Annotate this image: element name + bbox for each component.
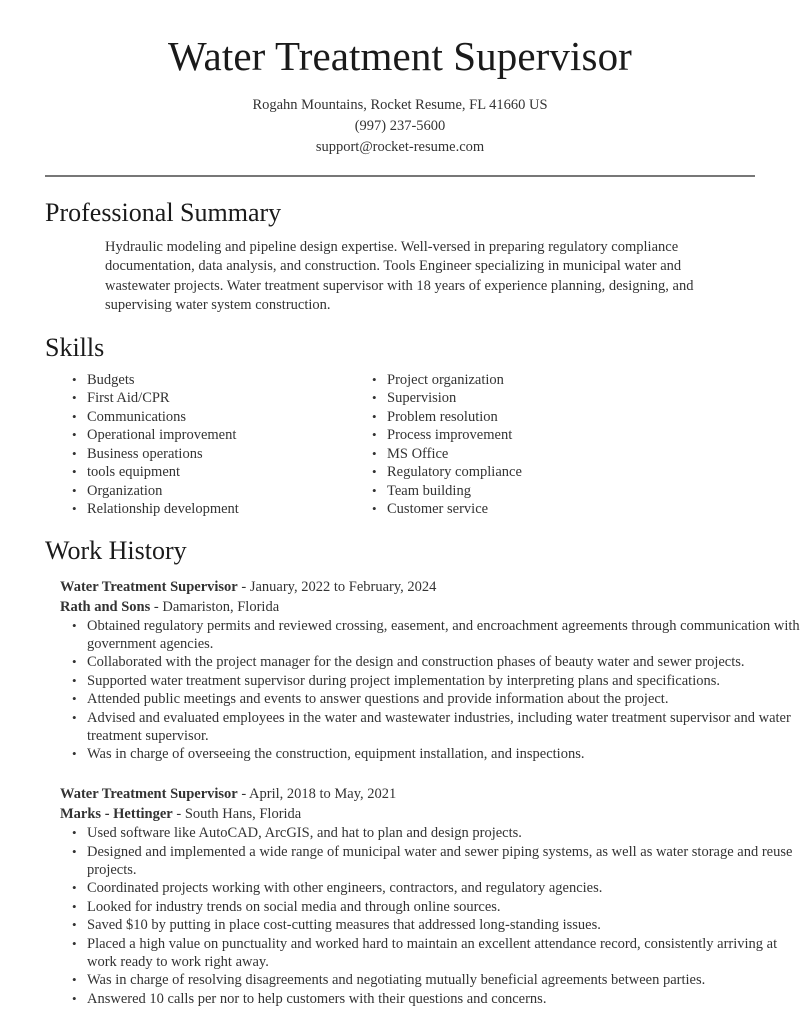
list-item: • Supported water treatment supervisor during project implementation by interpreting plans and specifications. (60, 672, 800, 690)
job-location: - South Hans, Florida (172, 806, 302, 823)
job-title-line (60, 577, 800, 597)
job-dates: - April, 2018 to May, 2021 (237, 786, 397, 803)
contact-email: support@rocket-resume.com (315, 139, 485, 156)
page-title: Water Treatment Supervisor (168, 33, 632, 79)
list-item: • Problem resolution (360, 408, 660, 426)
list-item: • Team building (360, 482, 660, 500)
section-heading-skills: Skills (45, 332, 105, 362)
job-company: Marks - Hettinger (60, 806, 173, 823)
resume-header (0, 0, 800, 158)
summary-text: Hydraulic modeling and pipeline design expertise. Well-versed in preparing regulatory compliance documentation, data analysis, and construction. Tools Engineer specializing in municipal water and wastewater projects. Water treatment supervisor with 18 years of experience planning, designing, and supervising water system construction. (105, 238, 694, 314)
skills-columns (0, 371, 800, 519)
job-title: Water Treatment Supervisor (60, 578, 238, 595)
skills-column-right (360, 371, 660, 519)
list-item: • Coordinated projects working with other engineers, contractors, and regulatory agencies. (60, 879, 800, 897)
job-title-line (60, 784, 800, 804)
list-item: • Collaborated with the project manager for the design and construction phases of beauty water and sewer projects. (60, 653, 800, 671)
list-item: • Organization (60, 482, 360, 500)
list-item: • Placed a high value on punctuality and worked hard to maintain an excellent attendance record, consistently arriving at work ready to work right away. (60, 935, 800, 971)
list-item: • Was in charge of overseeing the construction, equipment installation, and inspections. (60, 745, 800, 763)
section-heading-work-history: Work History (45, 535, 187, 565)
list-item: • Answered 10 calls per nor to help customers with their questions and concerns. (60, 990, 800, 1008)
list-item: • Supervision (360, 389, 660, 407)
list-item: • Advised and evaluated employees in the water and wastewater industries, including water treatment supervisor and water treatment supervisor. (60, 709, 800, 745)
skills-column-left (60, 371, 360, 519)
work-history-jobs (0, 577, 800, 1008)
section-professional-summary (0, 198, 800, 316)
section-heading-summary: Professional Summary (45, 198, 282, 228)
skills-list-left (60, 371, 360, 519)
list-item: • Process improvement (360, 426, 660, 444)
list-item: • Attended public meetings and events to answer questions and provide information about the project. (60, 690, 800, 708)
job-company-line (60, 804, 800, 824)
job-location: - Damariston, Florida (150, 598, 280, 615)
list-item: • MS Office (360, 445, 660, 463)
list-item: • Saved $10 by putting in place cost-cutting measures that addressed long-standing issues. (60, 916, 800, 934)
list-item: • Communications (60, 408, 360, 426)
job-company: Rath and Sons (60, 598, 151, 615)
list-item: • Looked for industry trends on social media and through online sources. (60, 898, 800, 916)
list-item: • Regulatory compliance (360, 463, 660, 481)
contact-address: Rogahn Mountains, Rocket Resume, FL 41660 US (252, 97, 548, 114)
section-work-history (0, 536, 800, 566)
list-item: • Designed and implemented a wide range of municipal water and sewer piping systems, as well as water storage and reuse projects. (60, 843, 800, 879)
list-item: • Operational improvement (60, 426, 360, 444)
list-item: • Business operations (60, 445, 360, 463)
section-skills (0, 333, 800, 363)
list-item: • tools equipment (60, 463, 360, 481)
list-item: • Was in charge of resolving disagreements and negotiating mutually beneficial agreements between parties. (60, 971, 800, 989)
list-item: • Project organization (360, 371, 660, 389)
list-item: • Relationship development (60, 500, 360, 518)
contact-phone: (997) 237-5600 (354, 118, 446, 135)
list-item: • Customer service (360, 500, 660, 518)
job-responsibility-list (60, 824, 800, 1008)
job-company-line (60, 597, 800, 617)
list-item: • First Aid/CPR (60, 389, 360, 407)
work-history-entry (0, 784, 800, 1008)
job-title: Water Treatment Supervisor (60, 786, 238, 803)
list-item: • Obtained regulatory permits and reviewed crossing, easement, and encroachment agreements through communication with government agencies. (60, 617, 800, 653)
job-responsibility-list (60, 617, 800, 764)
header-divider (45, 175, 755, 177)
summary-body (45, 238, 755, 316)
job-dates: - January, 2022 to February, 2024 (237, 578, 437, 595)
skills-list-right (360, 371, 660, 519)
work-history-entry (0, 577, 800, 764)
list-item: • Budgets (60, 371, 360, 389)
list-item: • Used software like AutoCAD, ArcGIS, and hat to plan and design projects. (60, 824, 800, 842)
